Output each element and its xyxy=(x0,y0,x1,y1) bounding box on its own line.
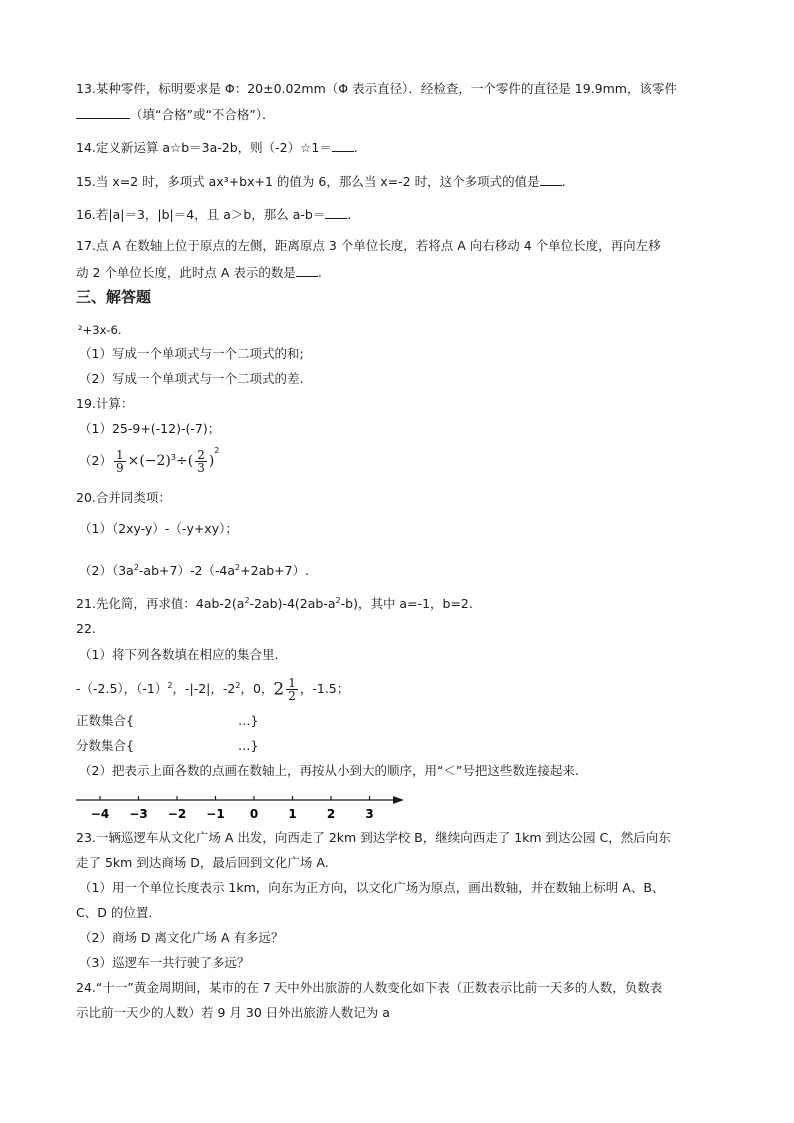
question-23-line2: 走了 5km 到达商场 D，最后回到文化广场 A. xyxy=(76,855,329,870)
fraction: $\frac{1}{9}$ xyxy=(115,448,124,475)
question-14: 14.定义新运算 a☆b＝3a-2b，则（-2）☆1＝ . xyxy=(76,140,358,155)
axis-arrow-icon xyxy=(393,796,404,804)
axis-tick-label: 0 xyxy=(249,807,259,821)
question-20-title: 20.合并同类项： xyxy=(76,490,171,505)
answer-blank[interactable] xyxy=(332,138,354,152)
axis-tick-label: −4 xyxy=(90,807,110,821)
axis-tick-label: −3 xyxy=(129,807,148,821)
question-18-part1: （1）写成一个单项式与一个二项式的和; xyxy=(79,346,304,361)
question-23-part1: （1）用一个单位长度表示 1km，向东为正方向，以文化广场为原点，画出数轴，并在数轴上标明 A、B、 xyxy=(79,880,665,895)
question-17-line2: 动 2 个单位长度，此时点 A 表示的数是 . xyxy=(76,265,322,280)
axis-tick-label: 3 xyxy=(365,807,374,821)
answer-blank[interactable] xyxy=(540,172,562,186)
question-22-numbers: -（-2.5），$(-1)^2$，-|-2|，$-2^2$，0，2 $\frac{1}{2}$ ，-1.5； xyxy=(76,676,350,703)
answer-blank[interactable] xyxy=(76,105,130,119)
question-24-line2: 示比前一天少的人数）若 9 月 30 日外出旅游人数记为 a xyxy=(76,1005,390,1020)
question-23-part2: （2）商场 D 离文化广场 A 有多远？ xyxy=(79,930,284,945)
question-22-part2: （2）把表示上面各数的点画在数轴上，再按从小到大的顺序，用“＜”号把这些数连接起来. xyxy=(79,763,579,778)
answer-blank[interactable] xyxy=(325,205,347,219)
question-20-part1: （1）（2xy-y）-（-y+xy）； xyxy=(79,521,238,536)
question-13-answer-line: （填“合格”或“不合格”）． xyxy=(76,105,275,124)
question-19-title: 19.计算： xyxy=(76,396,134,411)
question-23-part1-cont: C、D 的位置. xyxy=(76,905,153,920)
answer-blank[interactable] xyxy=(296,263,318,277)
question-18-fragment: ²+3x-6. xyxy=(78,323,122,337)
question-22-part1: （1）将下列各数填在相应的集合里. xyxy=(79,647,279,662)
question-24: 24.“十一”黄金周期间，某市的在 7 天中外出旅游的人数变化如下表（正数表示比前一天多的人数，负数表 xyxy=(76,980,663,995)
question-23: 23.一辆巡逻车从文化广场 A 出发，向西走了 2km 到达学校 B，继续向西走了 1km 到达公园 C，然后向东 xyxy=(76,830,671,845)
axis-tick-label: 2 xyxy=(326,807,336,821)
fraction: $\frac{2}{3}$ xyxy=(197,448,205,475)
question-20-part2: $(2)(3a^2-ab+7)-2(-4a^2+2ab+7)$. xyxy=(79,563,310,578)
fraction: $\frac{1}{2}$ xyxy=(288,676,296,703)
fraction-set: 分数集合{ …} xyxy=(76,738,259,753)
positive-set: 正数集合{ …} xyxy=(76,713,259,728)
number-line xyxy=(74,790,414,824)
question-15: 15.当 x=2 时，多项式 ax³+bx+1 的值为 6，那么当 x=-2 时，这个多项式的值是 . xyxy=(76,174,566,189)
question-18-part2: （2）写成一个单项式与一个二项式的差. xyxy=(79,371,304,386)
axis-tick-label: −2 xyxy=(167,807,187,821)
question-16: 16.若|a|＝3，|b|＝4，且 a＞b，那么 a-b＝ . xyxy=(76,207,352,222)
question-23-part3: （3）巡逻车一共行驶了多远？ xyxy=(79,955,250,970)
question-21: 21.先化简，再求值：$4ab-2(a^2-2ab)-4(2ab-a^2-b)$，其中 a=-1，b=2. xyxy=(76,596,473,611)
section-heading: 三、解答题 xyxy=(76,288,152,306)
question-13: 13.某种零件，标明要求是 Φ：20±0.02mm（Φ 表示直径）．经检查，一个零件的直径是 19.9mm，该零件 xyxy=(76,81,677,96)
question-19-part1: （1）25-9+(-12)-(-7)； xyxy=(79,421,221,436)
question-22-title: 22. xyxy=(76,621,96,636)
axis-tick-label: 1 xyxy=(288,807,297,821)
question-19-part2: （2） $\frac{1}{9}$ $\times(-2)^3\div$( $\frac{2}{3}$ )$^2$ xyxy=(79,446,220,475)
axis-tick-label: −1 xyxy=(206,807,225,821)
question-17: 17.点 A 在数轴上位于原点的左侧，距离原点 3 个单位长度，若将点 A 向右移动 4 个单位长度，再向左移 xyxy=(76,238,661,253)
